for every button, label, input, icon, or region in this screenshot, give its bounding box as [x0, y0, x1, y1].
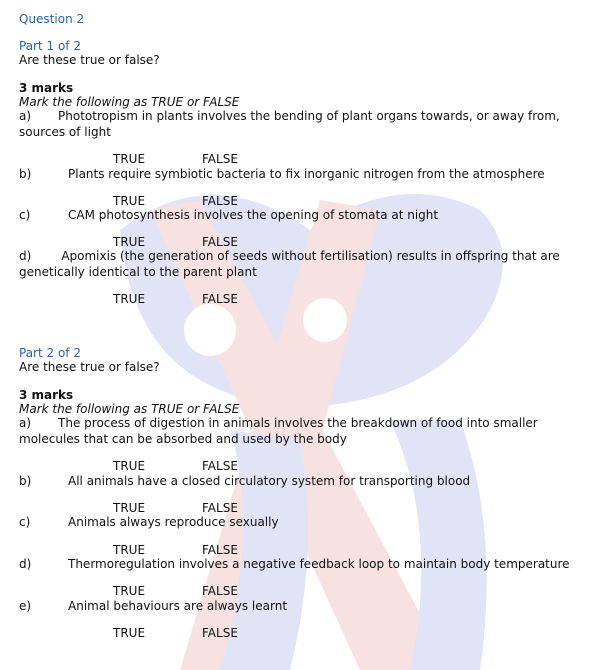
part-1-b-true-option[interactable]: TRUE — [113, 194, 146, 208]
part-2-b-false-option[interactable]: FALSE — [202, 501, 238, 515]
part-2-a-false-option[interactable]: FALSE — [202, 459, 238, 473]
part-1-c-false-option[interactable]: FALSE — [202, 235, 238, 249]
part-1-heading: Part 1 of 2 — [19, 39, 81, 53]
part-1-item-a — [19, 109, 579, 140]
part-2-marks: 3 marks — [19, 388, 74, 402]
part-1-prompt: Are these true or false? — [19, 53, 160, 67]
part-2-e-false-option[interactable]: FALSE — [202, 626, 238, 640]
part-2-a-true-option[interactable]: TRUE — [113, 459, 146, 473]
part-2-d-true-option[interactable]: TRUE — [113, 584, 146, 598]
part-2-item-a — [19, 416, 579, 447]
part-1-d-false-option[interactable]: FALSE — [202, 292, 238, 306]
part-2-instruction: Mark the following as TRUE or FALSE — [19, 402, 240, 416]
part-2-d-false-option[interactable]: FALSE — [202, 584, 238, 598]
item-label: a) — [19, 109, 32, 123]
part-1-item-b-label: b) — [19, 167, 32, 181]
part-1-a-true-option[interactable]: TRUE — [113, 152, 146, 166]
question-title: Question 2 — [19, 12, 85, 26]
part-1-item-b-text: Plants require symbiotic bacteria to fix inorganic nitrogen from the atmosphere — [68, 167, 545, 181]
part-2-c-false-option[interactable]: FALSE — [202, 543, 238, 557]
part-2-item-d-text: Thermoregulation involves a negative feedback loop to maintain body temperature — [68, 557, 570, 571]
part-2-item-b-label: b) — [19, 474, 32, 488]
part-2-item-e-label: e) — [19, 599, 32, 613]
part-2-item-e-text: Animal behaviours are always learnt — [68, 599, 288, 613]
item-label: d) — [19, 249, 32, 263]
part-1-instruction: Mark the following as TRUE or FALSE — [19, 95, 240, 109]
part-1-a-false-option[interactable]: FALSE — [202, 152, 238, 166]
part-1-item-d — [19, 249, 579, 280]
item-text: Phototropism in plants involves the bending of plant organs towards, or away from, sources of light — [19, 109, 560, 139]
item-text: Apomixis (the generation of seeds without fertilisation) results in offspring that are genetically identical to the parent plant — [19, 249, 560, 279]
part-2-c-true-option[interactable]: TRUE — [113, 543, 146, 557]
part-1-item-c-label: c) — [19, 208, 31, 222]
item-text: The process of digestion in animals involves the breakdown of food into smaller molecules that can be absorbed and used by the body — [19, 416, 538, 446]
part-1-marks: 3 marks — [19, 81, 74, 95]
part-2-item-b-text: All animals have a closed circulatory system for transporting blood — [68, 474, 471, 488]
part-2-heading: Part 2 of 2 — [19, 346, 81, 360]
part-2-item-c-label: c) — [19, 515, 31, 529]
part-2-prompt: Are these true or false? — [19, 360, 160, 374]
part-2-e-true-option[interactable]: TRUE — [113, 626, 146, 640]
part-2-b-true-option[interactable]: TRUE — [113, 501, 146, 515]
part-2-item-d-label: d) — [19, 557, 32, 571]
part-2-item-c-text: Animals always reproduce sexually — [68, 515, 279, 529]
part-1-c-true-option[interactable]: TRUE — [113, 235, 146, 249]
part-1-b-false-option[interactable]: FALSE — [202, 194, 238, 208]
part-1-d-true-option[interactable]: TRUE — [113, 292, 146, 306]
part-1-item-c-text: CAM photosynthesis involves the opening of stomata at night — [68, 208, 439, 222]
item-label: a) — [19, 416, 32, 430]
